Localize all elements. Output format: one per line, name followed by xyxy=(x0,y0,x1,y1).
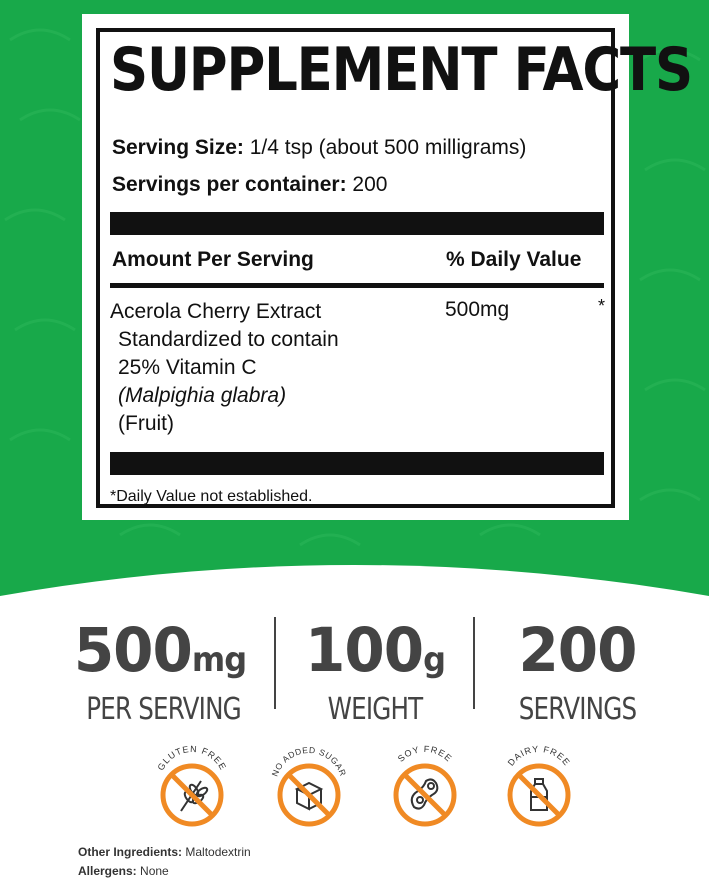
daily-value-header: % Daily Value xyxy=(446,248,582,271)
stat-per-serving xyxy=(70,615,250,728)
badge-no-added-sugar xyxy=(262,737,356,831)
badge-label: SOY FREE xyxy=(395,743,455,764)
daily-value-footnote: *Daily Value not established. xyxy=(110,488,313,505)
stat-value: 500 xyxy=(73,614,192,686)
badge-soy-free xyxy=(378,737,472,831)
serving-size-label: Serving Size: xyxy=(112,136,244,159)
ingredient-daily-value: * xyxy=(598,296,606,316)
ingredient-part: (Fruit) xyxy=(118,412,174,435)
stat-label: PER SERVING xyxy=(86,692,241,727)
white-curve xyxy=(0,540,709,610)
supplement-facts-card xyxy=(82,14,692,520)
divider-mid xyxy=(110,283,604,288)
stat-value: 200 xyxy=(518,614,637,686)
other-ingredients-label: Other Ingredients: xyxy=(78,845,183,859)
stat-divider xyxy=(473,617,475,709)
thick-divider-top xyxy=(110,212,604,235)
other-ingredients-value: Maltodextrin xyxy=(185,845,251,859)
ingredient-name: Acerola Cherry Extract xyxy=(110,300,322,323)
svg-text:NO ADDED SUGAR xyxy=(270,745,349,778)
badge-label: GLUTEN FREE xyxy=(155,743,229,773)
amount-per-serving-header: Amount Per Serving xyxy=(112,248,314,271)
ingredient-vitamin: 25% Vitamin C xyxy=(118,356,257,379)
badge-label: NO ADDED SUGAR xyxy=(269,744,349,778)
stat-servings xyxy=(490,615,665,728)
serving-size-row xyxy=(112,136,526,160)
badge-dairy-free xyxy=(492,737,586,831)
servings-value: 200 xyxy=(352,173,388,196)
badge-label: DAIRY FREE xyxy=(505,743,573,768)
stat-weight xyxy=(290,615,460,728)
serving-size-value: 1/4 tsp (about 500 milligrams) xyxy=(249,136,527,159)
stat-divider xyxy=(274,617,276,709)
allergens xyxy=(78,864,169,878)
ingredient-description xyxy=(110,298,339,438)
facts-title: SUPPLEMENT FACTS xyxy=(110,36,692,105)
ingredient-amount: 500mg xyxy=(445,298,510,321)
badge-gluten-free xyxy=(145,737,239,831)
stat-label: SERVINGS xyxy=(518,692,637,727)
stat-unit: g xyxy=(423,639,445,680)
ingredient-botanical: (Malpighia glabra) xyxy=(118,384,287,407)
ingredient-standard: Standardized to contain xyxy=(118,328,339,351)
stat-label: WEIGHT xyxy=(327,692,423,727)
other-ingredients xyxy=(78,845,251,859)
allergens-label: Allergens: xyxy=(78,864,137,878)
svg-text:SOY FREE xyxy=(396,744,454,764)
servings-label: Servings per container: xyxy=(112,173,347,196)
stat-unit: mg xyxy=(191,639,247,680)
allergens-value: None xyxy=(140,864,169,878)
supplement-facts-panel xyxy=(96,28,692,508)
thick-divider-bottom xyxy=(110,452,604,475)
servings-row xyxy=(112,173,387,197)
stat-value: 100 xyxy=(305,614,424,686)
